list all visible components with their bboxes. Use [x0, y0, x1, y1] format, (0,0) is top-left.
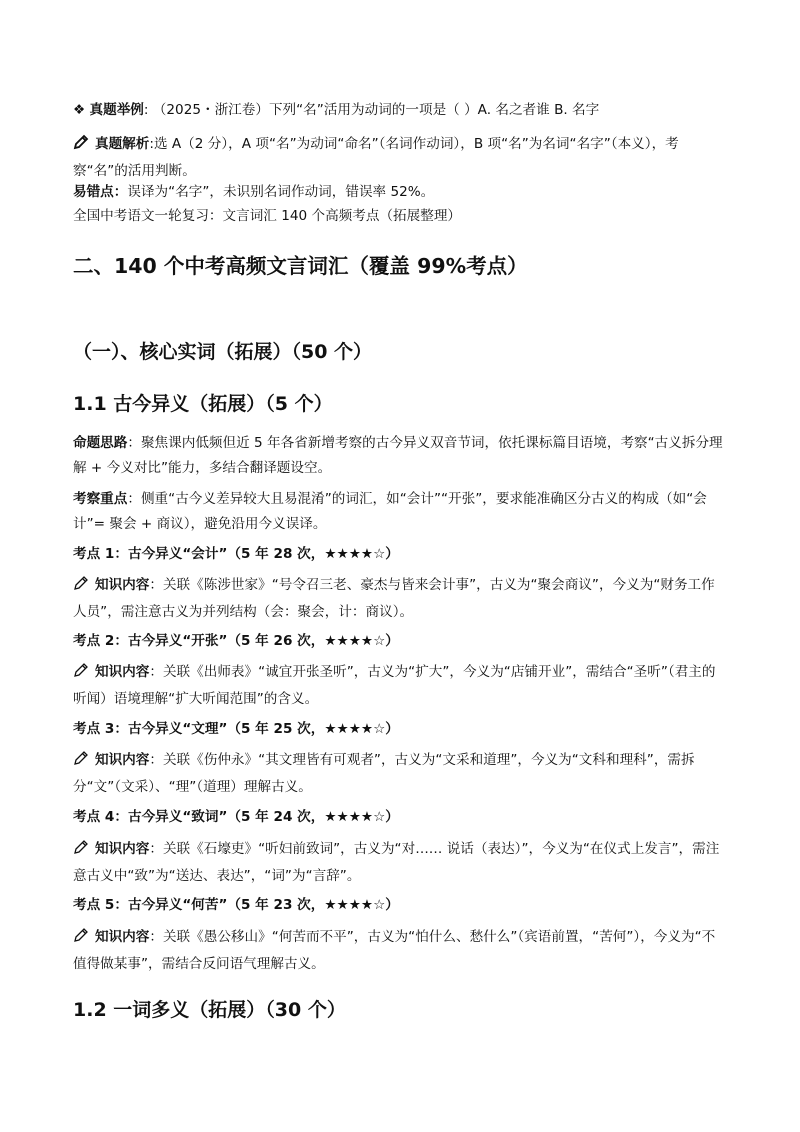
analysis-text: 选 A（2 分），A 项“名”为动词“命名”（名词作动词），B 项“名”为名词“名字”（本义），考察“名”的活用判断。 [73, 136, 679, 179]
subsection-title: （一）、核心实词（拓展）（50 个） [73, 341, 373, 363]
example-line: ❖ 真题举例: （2025・浙江卷）下列“名”活用为动词的一项是（ ）A. 名之者谁 B. 名字 [73, 102, 600, 118]
heading-1-1: 1.1 古今异义（拓展）（5 个） [73, 393, 333, 415]
knowledge-label: 知识内容 [95, 841, 150, 857]
analysis-paragraph: 真题解析:选 A（2 分），A 项“名”为动词“命名”（名词作动词），B 项“名”为名词“名字”（本义），考察“名”的活用判断。 [73, 136, 679, 179]
heading-1-2: 1.2 一词多义（拓展）（30 个） [73, 999, 346, 1021]
section-title: 二、140 个中考高频文言词汇（覆盖 99%考点） [73, 254, 528, 278]
kp2-text: ：关联《出师表》“诚宜开张圣听”，古义为“扩大”，今义为“店铺开业”，需结合“圣听”（君主的听闻）语境理解“扩大听闻范围”的含义。 [73, 664, 716, 707]
idea-label: 命题思路 [73, 435, 128, 451]
kp3-paragraph [73, 748, 728, 800]
pencil-icon [73, 839, 89, 864]
kp4-paragraph [73, 837, 728, 889]
kp3-text: ：关联《伤仲永》“其文理皆有可观者”，古义为“文采和道理”，今义为“文科和理科”，需拆分“文”（文采）、“理”（道理）理解古义。 [73, 752, 695, 795]
kp5-paragraph [73, 925, 728, 977]
pencil-icon [73, 575, 89, 600]
pencil-icon [73, 134, 89, 159]
focus-text: ：侧重“古今义差异较大且易混淆”的词汇，如“会计”“开张”，要求能准确区分古义的构成（如“会计”= 聚会 + 商议），避免沿用今义误译。 [73, 491, 707, 532]
pencil-icon [73, 750, 89, 775]
pencil-icon [73, 662, 89, 687]
example-label: 真题举例 [89, 102, 144, 118]
kp3-title: 考点 3：古今异义“文理”（5 年 25 次，★★★★☆） [73, 721, 399, 737]
error-text: 误译为“名字”，未识别名词作动词，错误率 52%。 [127, 184, 435, 200]
idea-text: ：聚焦课内低频但近 5 年各省新增考察的古今异义双音节词，依托课标篇目语境，考察“古义拆分理解 + 今义对比”能力，多结合翻译题设空。 [73, 435, 723, 476]
diamond-icon: ❖ [73, 102, 86, 118]
kp4-text: ：关联《石壕吏》“听妇前致词”，古义为“对…… 说话（表达）”，今义为“在仪式上发言”，需注意古义中“致”为“送达、表达”，“词”为“言辞”。 [73, 841, 720, 884]
kp5-text: ：关联《愚公移山》“何苦而不平”，古义为“怕什么、愁什么”（宾语前置，“苦何”），今义为“不值得做某事”，需结合反问语气理解古义。 [73, 929, 716, 972]
kp1-paragraph [73, 573, 728, 625]
knowledge-label: 知识内容 [95, 752, 150, 768]
focus-label: 考察重点 [73, 491, 128, 507]
example-text: （2025・浙江卷）下列“名”活用为动词的一项是（ ）A. 名之者谁 B. 名字 [152, 102, 600, 118]
error-line [73, 180, 728, 205]
error-label: 易错点： [73, 184, 128, 200]
kp1-text: ：关联《陈涉世家》“号令召三老、豪杰与皆来会计事”，古义为“聚会商议”，今义为“财务工作人员”，需注意古义为并列结构（会：聚会，计：商议）。 [73, 577, 715, 620]
knowledge-label: 知识内容 [95, 577, 150, 593]
review-line: 全国中考语文一轮复习：文言词汇 140 个高频考点（拓展整理） [73, 208, 462, 224]
kp2-paragraph [73, 660, 728, 712]
analysis-label: 真题解析 [95, 136, 150, 152]
knowledge-label: 知识内容 [95, 664, 150, 680]
kp5-title: 考点 5：古今异义“何苦”（5 年 23 次，★★★★☆） [73, 897, 399, 913]
focus-paragraph [73, 487, 728, 537]
kp2-title: 考点 2：古今异义“开张”（5 年 26 次，★★★★☆） [73, 633, 399, 649]
knowledge-label: 知识内容 [95, 929, 150, 945]
kp1-title: 考点 1：古今异义“会计”（5 年 28 次，★★★★☆） [73, 546, 399, 562]
pencil-icon [73, 927, 89, 952]
idea-paragraph [73, 431, 728, 481]
kp4-title: 考点 4：古今异义“致词”（5 年 24 次，★★★★☆） [73, 809, 399, 825]
